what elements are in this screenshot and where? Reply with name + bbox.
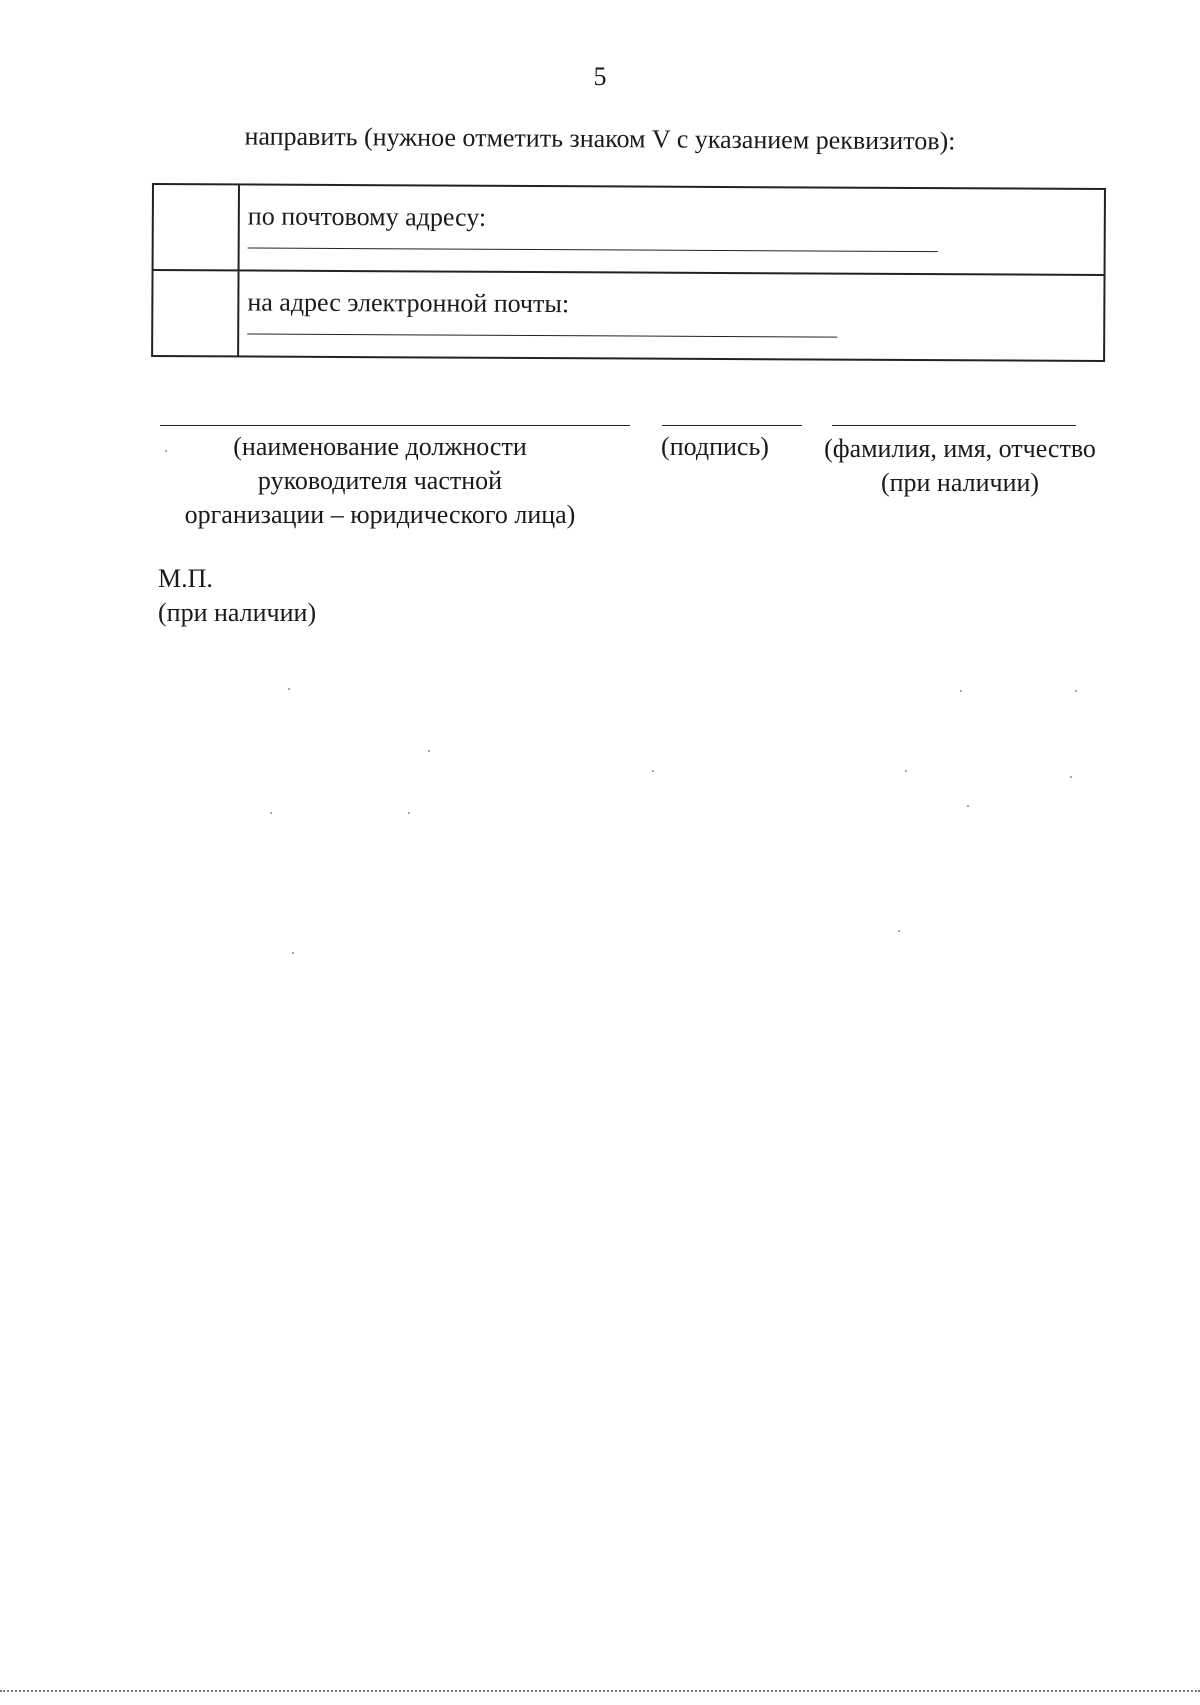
postal-address-fill-line[interactable]: [248, 248, 938, 253]
scan-bottom-edge: [0, 1690, 1200, 1692]
signature-line[interactable]: [662, 425, 802, 426]
scan-speck: [292, 952, 294, 954]
delivery-options-table: [151, 183, 1106, 362]
scan-speck: [652, 770, 654, 772]
option-content-postal: [240, 185, 1104, 274]
scan-speck: [1075, 690, 1077, 692]
full-name-caption: [800, 432, 1120, 500]
scan-speck: [165, 450, 167, 452]
option-content-email: [239, 271, 1103, 360]
scan-speck: [905, 770, 907, 772]
position-caption: [150, 430, 610, 532]
page-number: 5: [593, 62, 607, 91]
email-address-fill-line[interactable]: [247, 334, 837, 338]
scan-speck: [960, 690, 962, 692]
scan-speck: [898, 930, 900, 932]
position-caption-line-1: (наименование должности: [233, 432, 527, 461]
scan-speck: [428, 750, 430, 752]
stamp-label: М.П.: [158, 564, 213, 593]
position-signature-line[interactable]: [160, 425, 630, 426]
checkbox-cell-email[interactable]: [153, 271, 239, 355]
stamp-note: (при наличии): [158, 598, 317, 627]
option-row-postal: [154, 185, 1104, 276]
option-row-email: [153, 271, 1103, 360]
scan-speck: [270, 812, 272, 814]
position-caption-line-2: руководителя частной: [257, 466, 503, 495]
option-label-postal: по почтовому адресу:: [247, 201, 487, 232]
scan-speck: [408, 812, 410, 814]
scan-speck: [288, 688, 290, 690]
delivery-instruction: направить (нужное отметить знаком V с указанием реквизитов):: [244, 121, 956, 156]
full-name-signature-line[interactable]: [832, 425, 1076, 426]
signature-caption: (подпись): [661, 432, 769, 461]
position-caption-line-3: организации – юридического лица): [184, 500, 576, 529]
full-name-caption-line-1: (фамилия, имя, отчество: [824, 434, 1096, 463]
option-label-email: на адрес электронной почты:: [247, 287, 570, 319]
full-name-caption-line-2: (при наличии): [880, 468, 1040, 497]
checkbox-cell-postal[interactable]: [154, 185, 240, 269]
scan-speck: [1070, 776, 1072, 778]
stamp-block: [158, 562, 316, 630]
scan-speck: [967, 805, 969, 807]
